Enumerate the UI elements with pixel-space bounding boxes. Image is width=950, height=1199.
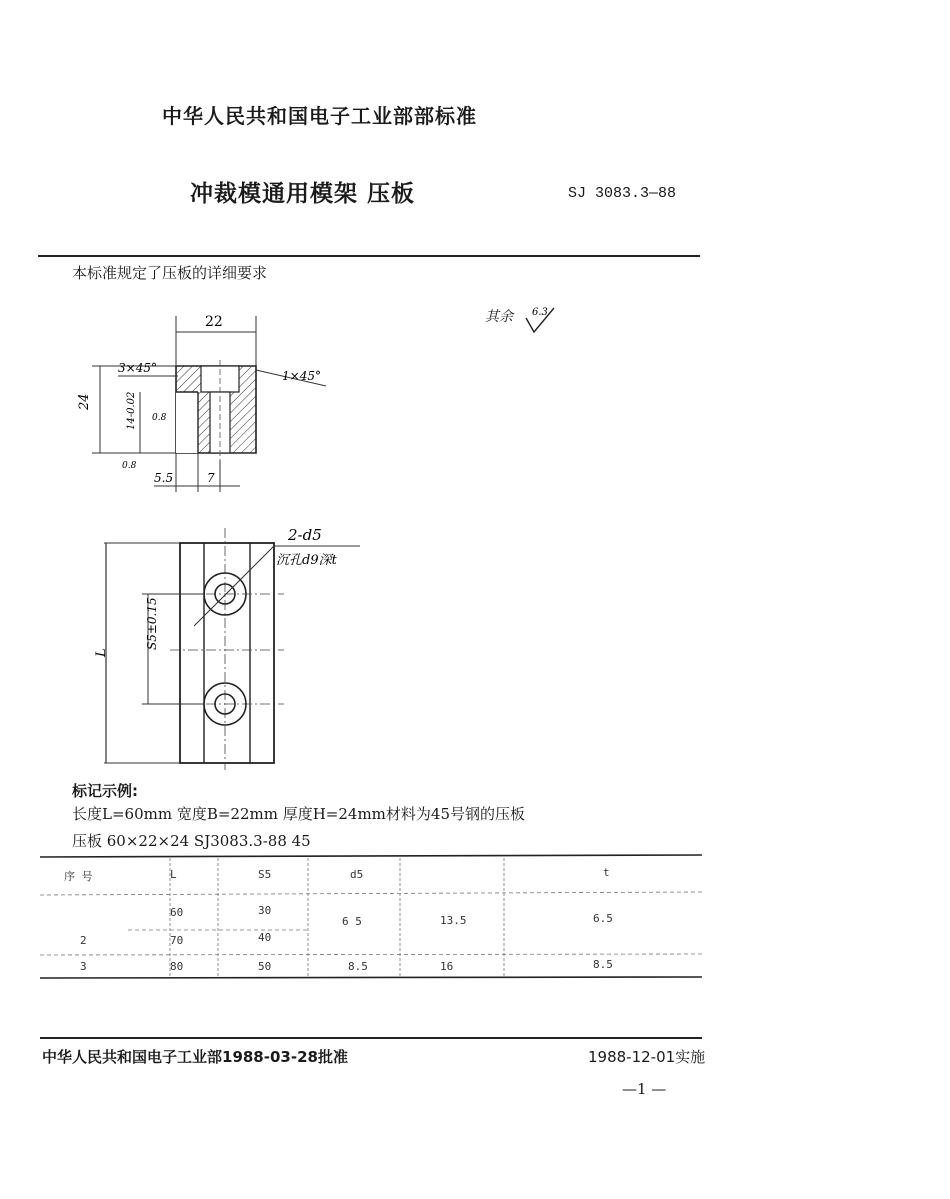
example-line-1: 长度L=60mm 宽度B=22mm 厚度H=24mm材料为45号钢的压板 xyxy=(72,805,525,823)
roughness-symbol xyxy=(524,304,564,336)
row1-S5: 30 xyxy=(258,904,272,917)
dim-a: 5.5 xyxy=(154,471,174,485)
header-S5: S5 xyxy=(258,868,272,881)
row3-d9: 16 xyxy=(440,960,454,973)
length-dim: L xyxy=(94,648,109,657)
merged-t: 6.5 xyxy=(593,912,613,925)
spacing-dim: S5±0.15 xyxy=(145,597,159,650)
organization-title: 中华人民共和国电子工业部部标准 xyxy=(162,104,477,128)
row3-S5: 50 xyxy=(258,960,272,973)
row1-L: 60 xyxy=(170,906,184,919)
row2-L: 70 xyxy=(170,934,184,947)
example-line-2: 压板 60×22×24 SJ3083.3-88 45 xyxy=(72,832,311,850)
width-dim: 22 xyxy=(205,314,223,330)
header-d5: d5 xyxy=(350,868,364,881)
section-drawing xyxy=(70,310,350,500)
row2-S5: 40 xyxy=(258,931,272,944)
footer-divider xyxy=(40,1037,702,1039)
plan-drawing xyxy=(90,518,380,773)
page-number: —1 — xyxy=(622,1080,667,1098)
dimension-table xyxy=(40,850,705,980)
row3-index: 3 xyxy=(80,960,87,973)
roughness-label: 其余 xyxy=(485,309,513,325)
document-title: 冲裁模通用模架 压板 xyxy=(190,181,416,207)
left-chamfer: 3×45° xyxy=(118,361,157,375)
approval-text: 中华人民共和国电子工业部1988-03-28批准 xyxy=(42,1048,348,1066)
header-divider xyxy=(38,255,700,257)
header-L: L xyxy=(170,868,177,881)
row3-t: 8.5 xyxy=(593,958,613,971)
slot-roughness: 0.8 xyxy=(152,413,167,423)
merged-d9: 13.5 xyxy=(440,914,467,927)
header-t: t xyxy=(603,866,610,879)
row3-d5: 8.5 xyxy=(348,960,368,973)
dim-b: 7 xyxy=(207,471,215,485)
merged-d5: 6 5 xyxy=(342,915,362,928)
hole-note: 沉孔d9深t xyxy=(276,553,337,568)
header-index: 序 号 xyxy=(64,870,93,883)
row3-L: 80 xyxy=(170,960,184,973)
slot-tolerance: 14-0.02 xyxy=(126,391,137,430)
height-dim: 24 xyxy=(77,393,92,410)
implementation-date: 1988-12-01实施 xyxy=(588,1048,706,1066)
roughness-value: 6.3 xyxy=(532,307,548,318)
hole-label: 2-d5 xyxy=(288,526,322,544)
right-chamfer: 1×45° xyxy=(282,369,321,383)
row2-index: 2 xyxy=(80,934,87,947)
intro-text: 本标准规定了压板的详细要求 xyxy=(72,264,268,282)
bottom-roughness: 0.8 xyxy=(122,461,137,471)
standard-code: SJ 3083.3—88 xyxy=(568,185,677,202)
example-heading: 标记示例: xyxy=(72,782,138,800)
